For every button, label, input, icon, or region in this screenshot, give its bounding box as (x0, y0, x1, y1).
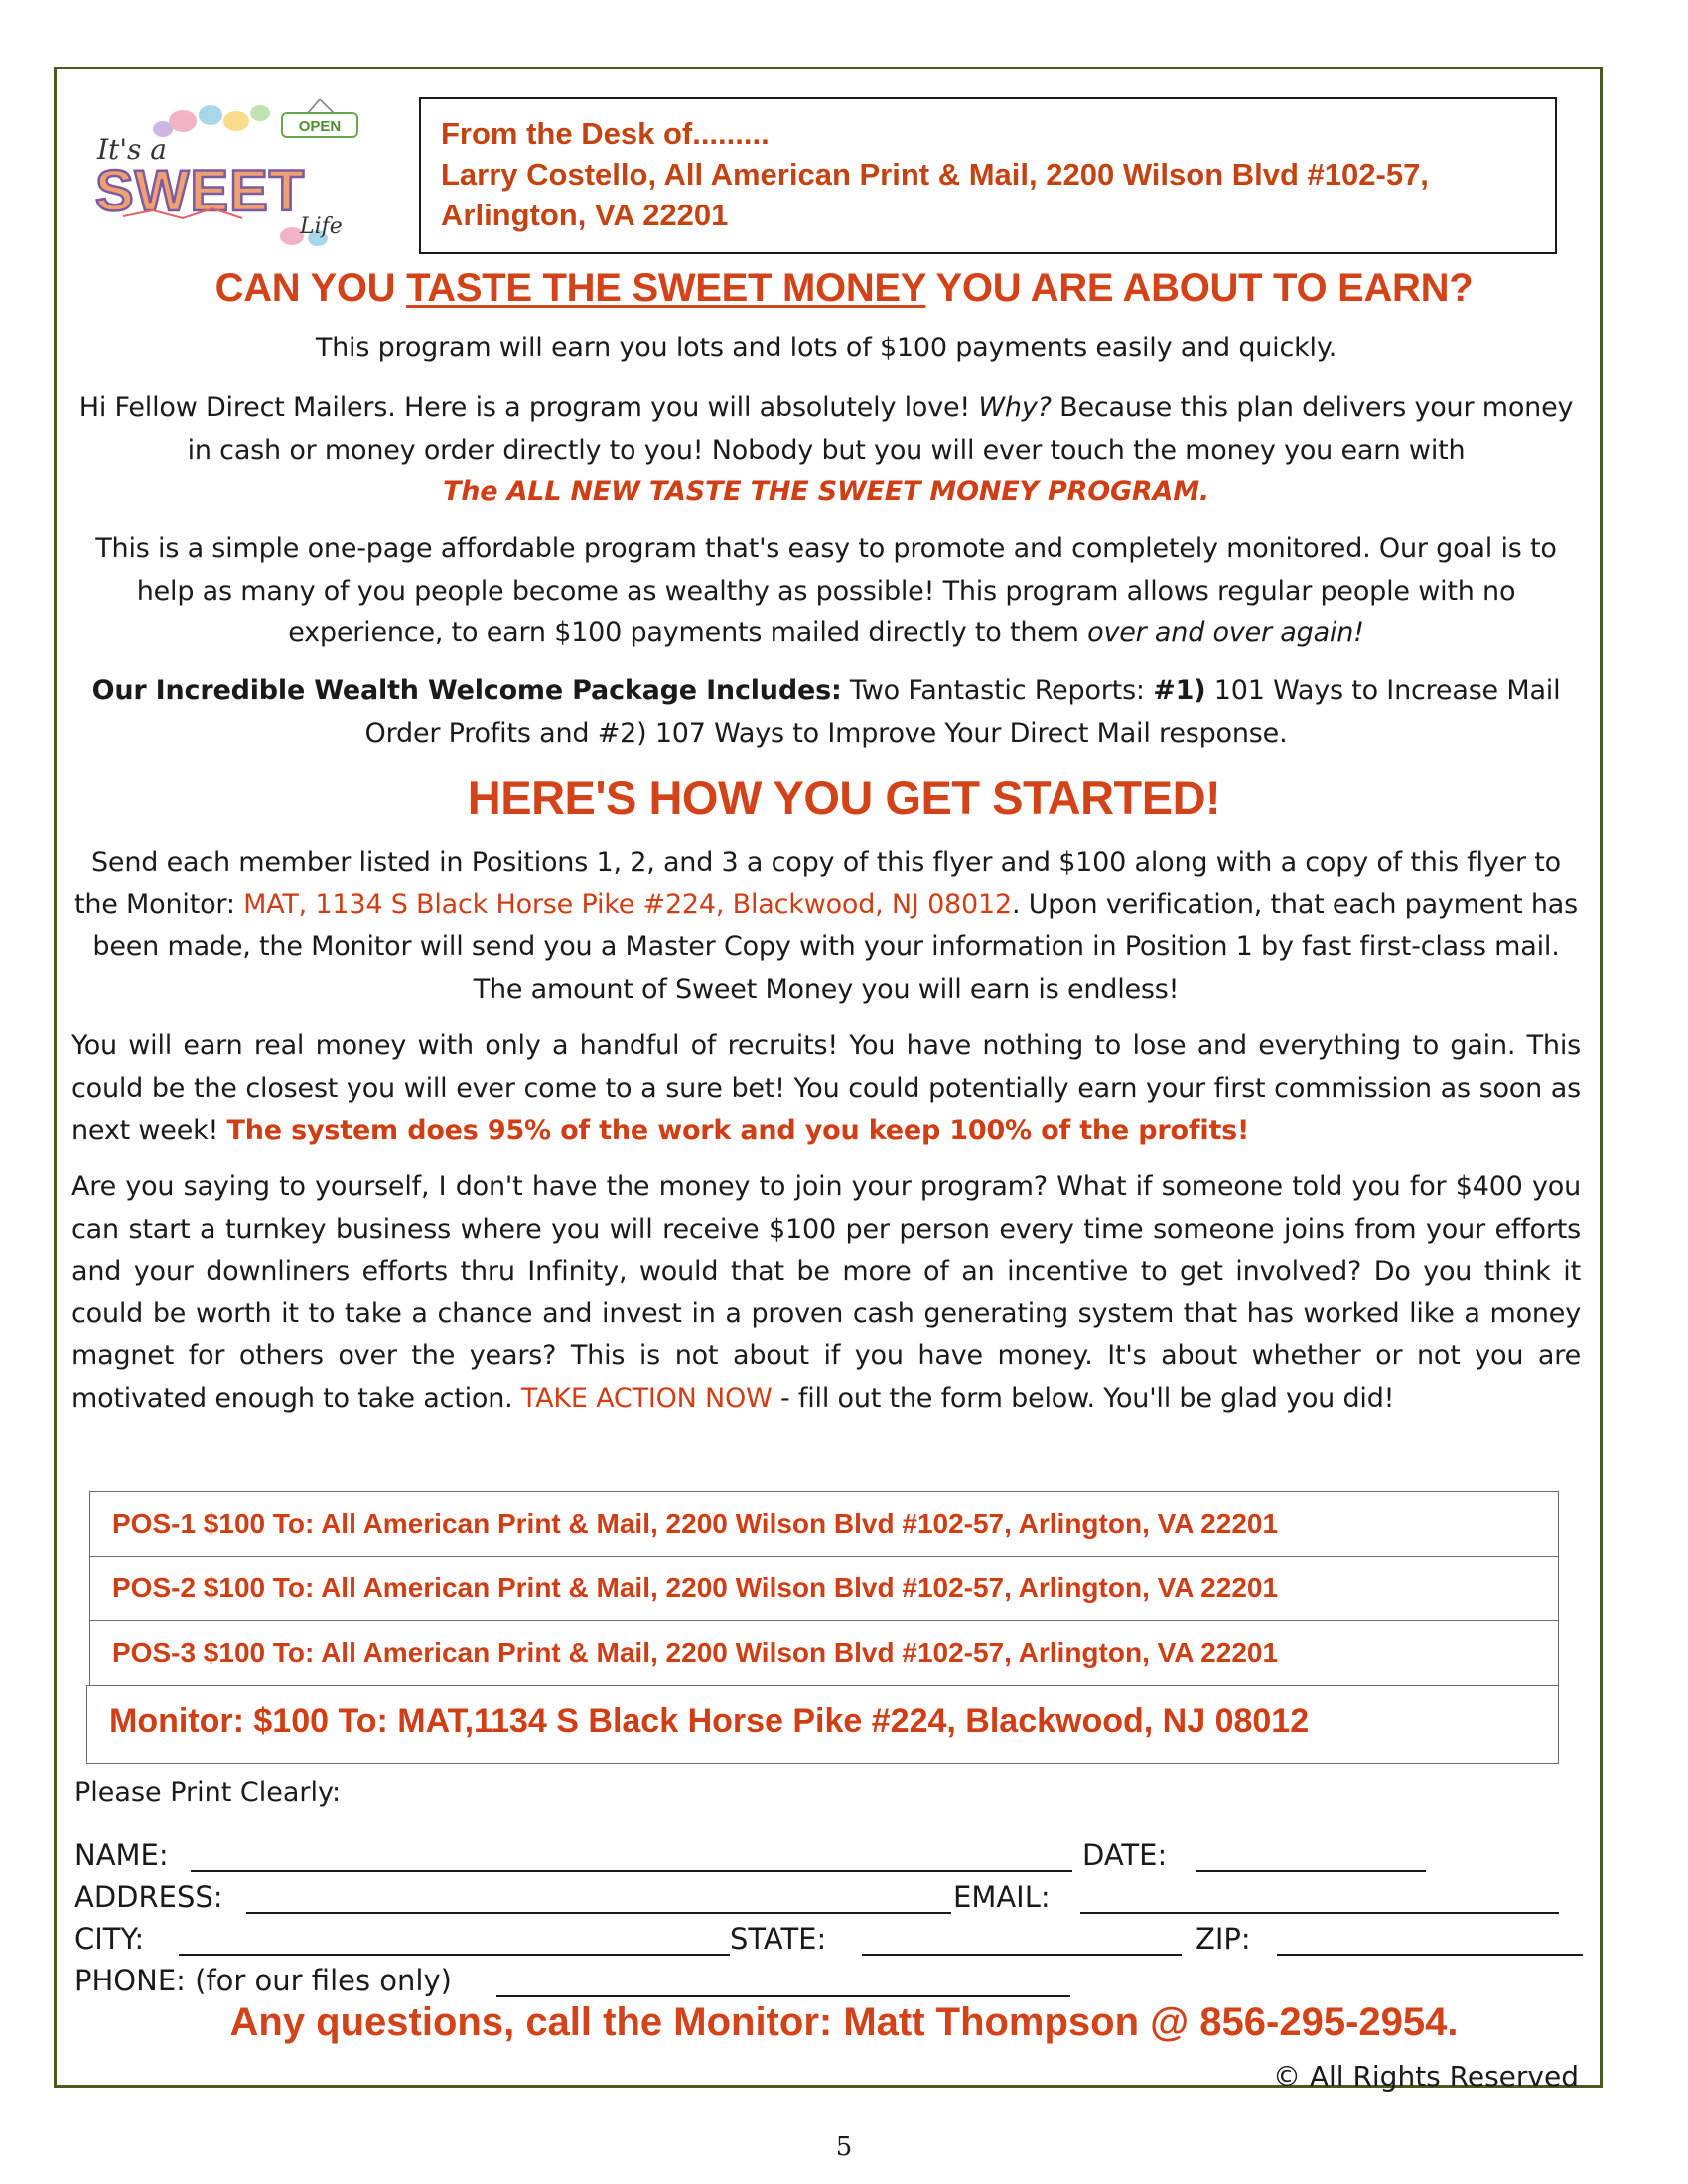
get-started-heading: HERE'S HOW YOU GET STARTED! (467, 771, 1221, 824)
paragraph-3 (71, 670, 1581, 754)
questions-line: Any questions, call the Monitor: Matt Thompson @ 856-295-2954. (229, 2000, 1459, 2044)
para3-text-b: 101 Ways to Increase Mail Order Profits and #2) 107 Ways to Improve Your Direct Mail response. (364, 675, 1561, 749)
candy-heart-3 (223, 111, 249, 131)
para2-text: This is a simple one-page affordable program that's easy to promote and completely monitored. Our goal is to help as many of you people become as wealthy as possible! This program allows regular people with no experience, to earn $100 payments mailed directly to them (95, 533, 1557, 648)
para1-text-b: Because this plan delivers your money in cash or money order directly to you! Nobody but you will ever touch the money you earn with (187, 392, 1574, 466)
para4-text-b: . Upon verification, that each payment has been made, the Monitor will send you a Master Copy with your information in Position 1 by fast first-class mail. The amount of Sweet Money you will earn is endless! (92, 888, 1579, 1005)
take-action-now: TAKE ACTION NOW (520, 1382, 773, 1414)
desk-line-1: From the Desk of......... (441, 116, 770, 151)
copyright: © All Rights Reserved (1272, 2060, 1579, 2093)
desk-line-2: Larry Costello, All American Print & Mail, 2200 Wilson Blvd #102-57, (441, 157, 1429, 192)
paragraph-4 (71, 842, 1581, 1011)
logo-its-a: It's a (97, 133, 167, 166)
para6-text-a: Are you saying to yourself, I don't have the money to join your program? What if someone told you for $400 you can start a turnkey business where you will receive $100 per person every time someone joins from your efforts and your downliners efforts thru Infinity, would that be more of an incentive to get involved? Do you think it could be worth it to take a chance and invest in a proven cash generating system that has worked like a money magnet for others over the years? This is not about if you have money. It's about whether or not you are motivated enough to take action. (71, 1171, 1581, 1414)
monitor-row: Monitor: $100 To: MAT,1134 S Black Horse Pike #224, Blackwood, NJ 08012 (86, 1685, 1559, 1764)
state-field[interactable] (862, 1954, 1182, 1956)
para3-text-a: Two Fantastic Reports: (841, 675, 1154, 706)
para3-num1: #1) (1153, 675, 1206, 706)
zip-label: ZIP: (1196, 1922, 1251, 1956)
from-the-desk-box (419, 97, 1557, 254)
logo-sweet: SWEET (95, 159, 306, 223)
candy-heart-1 (169, 110, 197, 132)
address-label: ADDRESS: (74, 1880, 223, 1914)
state-label: STATE: (730, 1922, 827, 1956)
paragraph-6 (71, 1166, 1581, 1420)
para6-text-b: - fill out the form below. You'll be glad you did! (772, 1382, 1395, 1414)
welcome-package-label: Our Incredible Wealth Welcome Package Includes: (91, 675, 842, 706)
candy-heart-2 (199, 105, 222, 125)
paragraph-2 (71, 528, 1581, 655)
paragraph-1 (71, 387, 1581, 514)
logo-life: Life (300, 214, 343, 239)
headline-part-2: YOU ARE ABOUT TO EARN? (925, 266, 1474, 310)
name-field[interactable] (191, 1870, 1072, 1872)
monitor-address: MAT, 1134 S Black Horse Pike #224, Blackwood, NJ 08012 (243, 888, 1012, 920)
desk-line-3: Arlington, VA 22201 (441, 198, 729, 232)
para1-why: Why? (978, 392, 1052, 423)
page-number: 5 (835, 2132, 853, 2162)
main-headline (60, 266, 1628, 311)
para2-italic: over and over again! (1087, 617, 1364, 648)
sweet-life-logo (83, 99, 381, 248)
date-label: DATE: (1082, 1839, 1168, 1872)
headline-underlined: TASTE THE SWEET MONEY (406, 266, 926, 310)
address-field[interactable] (246, 1912, 951, 1914)
paragraph-5 (71, 1025, 1581, 1153)
phone-field[interactable] (496, 1995, 1070, 1997)
para1-text-a: Hi Fellow Direct Mailers. Here is a program you will absolutely love! (78, 392, 979, 423)
system-claim: The system does 95% of the work and you keep 100% of the profits! (226, 1115, 1250, 1146)
headline-part-1: CAN YOU (214, 266, 407, 310)
city-field[interactable] (179, 1954, 730, 1956)
email-label: EMAIL: (953, 1880, 1051, 1914)
para4-text-a: Send each member listed in Positions 1, 2, and 3 a copy of this flyer and $100 along with a copy of this flyer to the Monitor: (73, 847, 1561, 920)
date-field[interactable] (1196, 1870, 1426, 1872)
intro-line: This program will earn you lots and lots of $100 payments easily and quickly. (315, 333, 1337, 363)
positions-table (89, 1492, 1559, 1764)
city-label: CITY: (74, 1922, 145, 1956)
phone-label: PHONE: (for our files only) (74, 1964, 452, 1997)
program-name: The ALL NEW TASTE THE SWEET MONEY PROGRAM. (443, 477, 1209, 507)
name-label: NAME: (74, 1839, 169, 1872)
zip-field[interactable] (1277, 1954, 1583, 1956)
position-row-3: POS-3 $100 To: All American Print & Mail, 2200 Wilson Blvd #102-57, Arlington, VA 22201 (89, 1620, 1559, 1686)
open-sign-label: OPEN (298, 118, 342, 135)
position-row-2: POS-2 $100 To: All American Print & Mail, 2200 Wilson Blvd #102-57, Arlington, VA 22201 (89, 1556, 1559, 1621)
email-field[interactable] (1080, 1912, 1559, 1914)
candy-heart-4 (250, 105, 270, 121)
position-row-1: POS-1 $100 To: All American Print & Mail, 2200 Wilson Blvd #102-57, Arlington, VA 22201 (89, 1491, 1559, 1557)
print-clearly-label: Please Print Clearly: (74, 1777, 342, 1808)
para5-text: You will earn real money with only a handful of recruits! You have nothing to lose and everything to gain. This could be the closest you will ever come to a sure bet! You could potentially earn your first commission as soon as next week! (71, 1030, 1581, 1146)
